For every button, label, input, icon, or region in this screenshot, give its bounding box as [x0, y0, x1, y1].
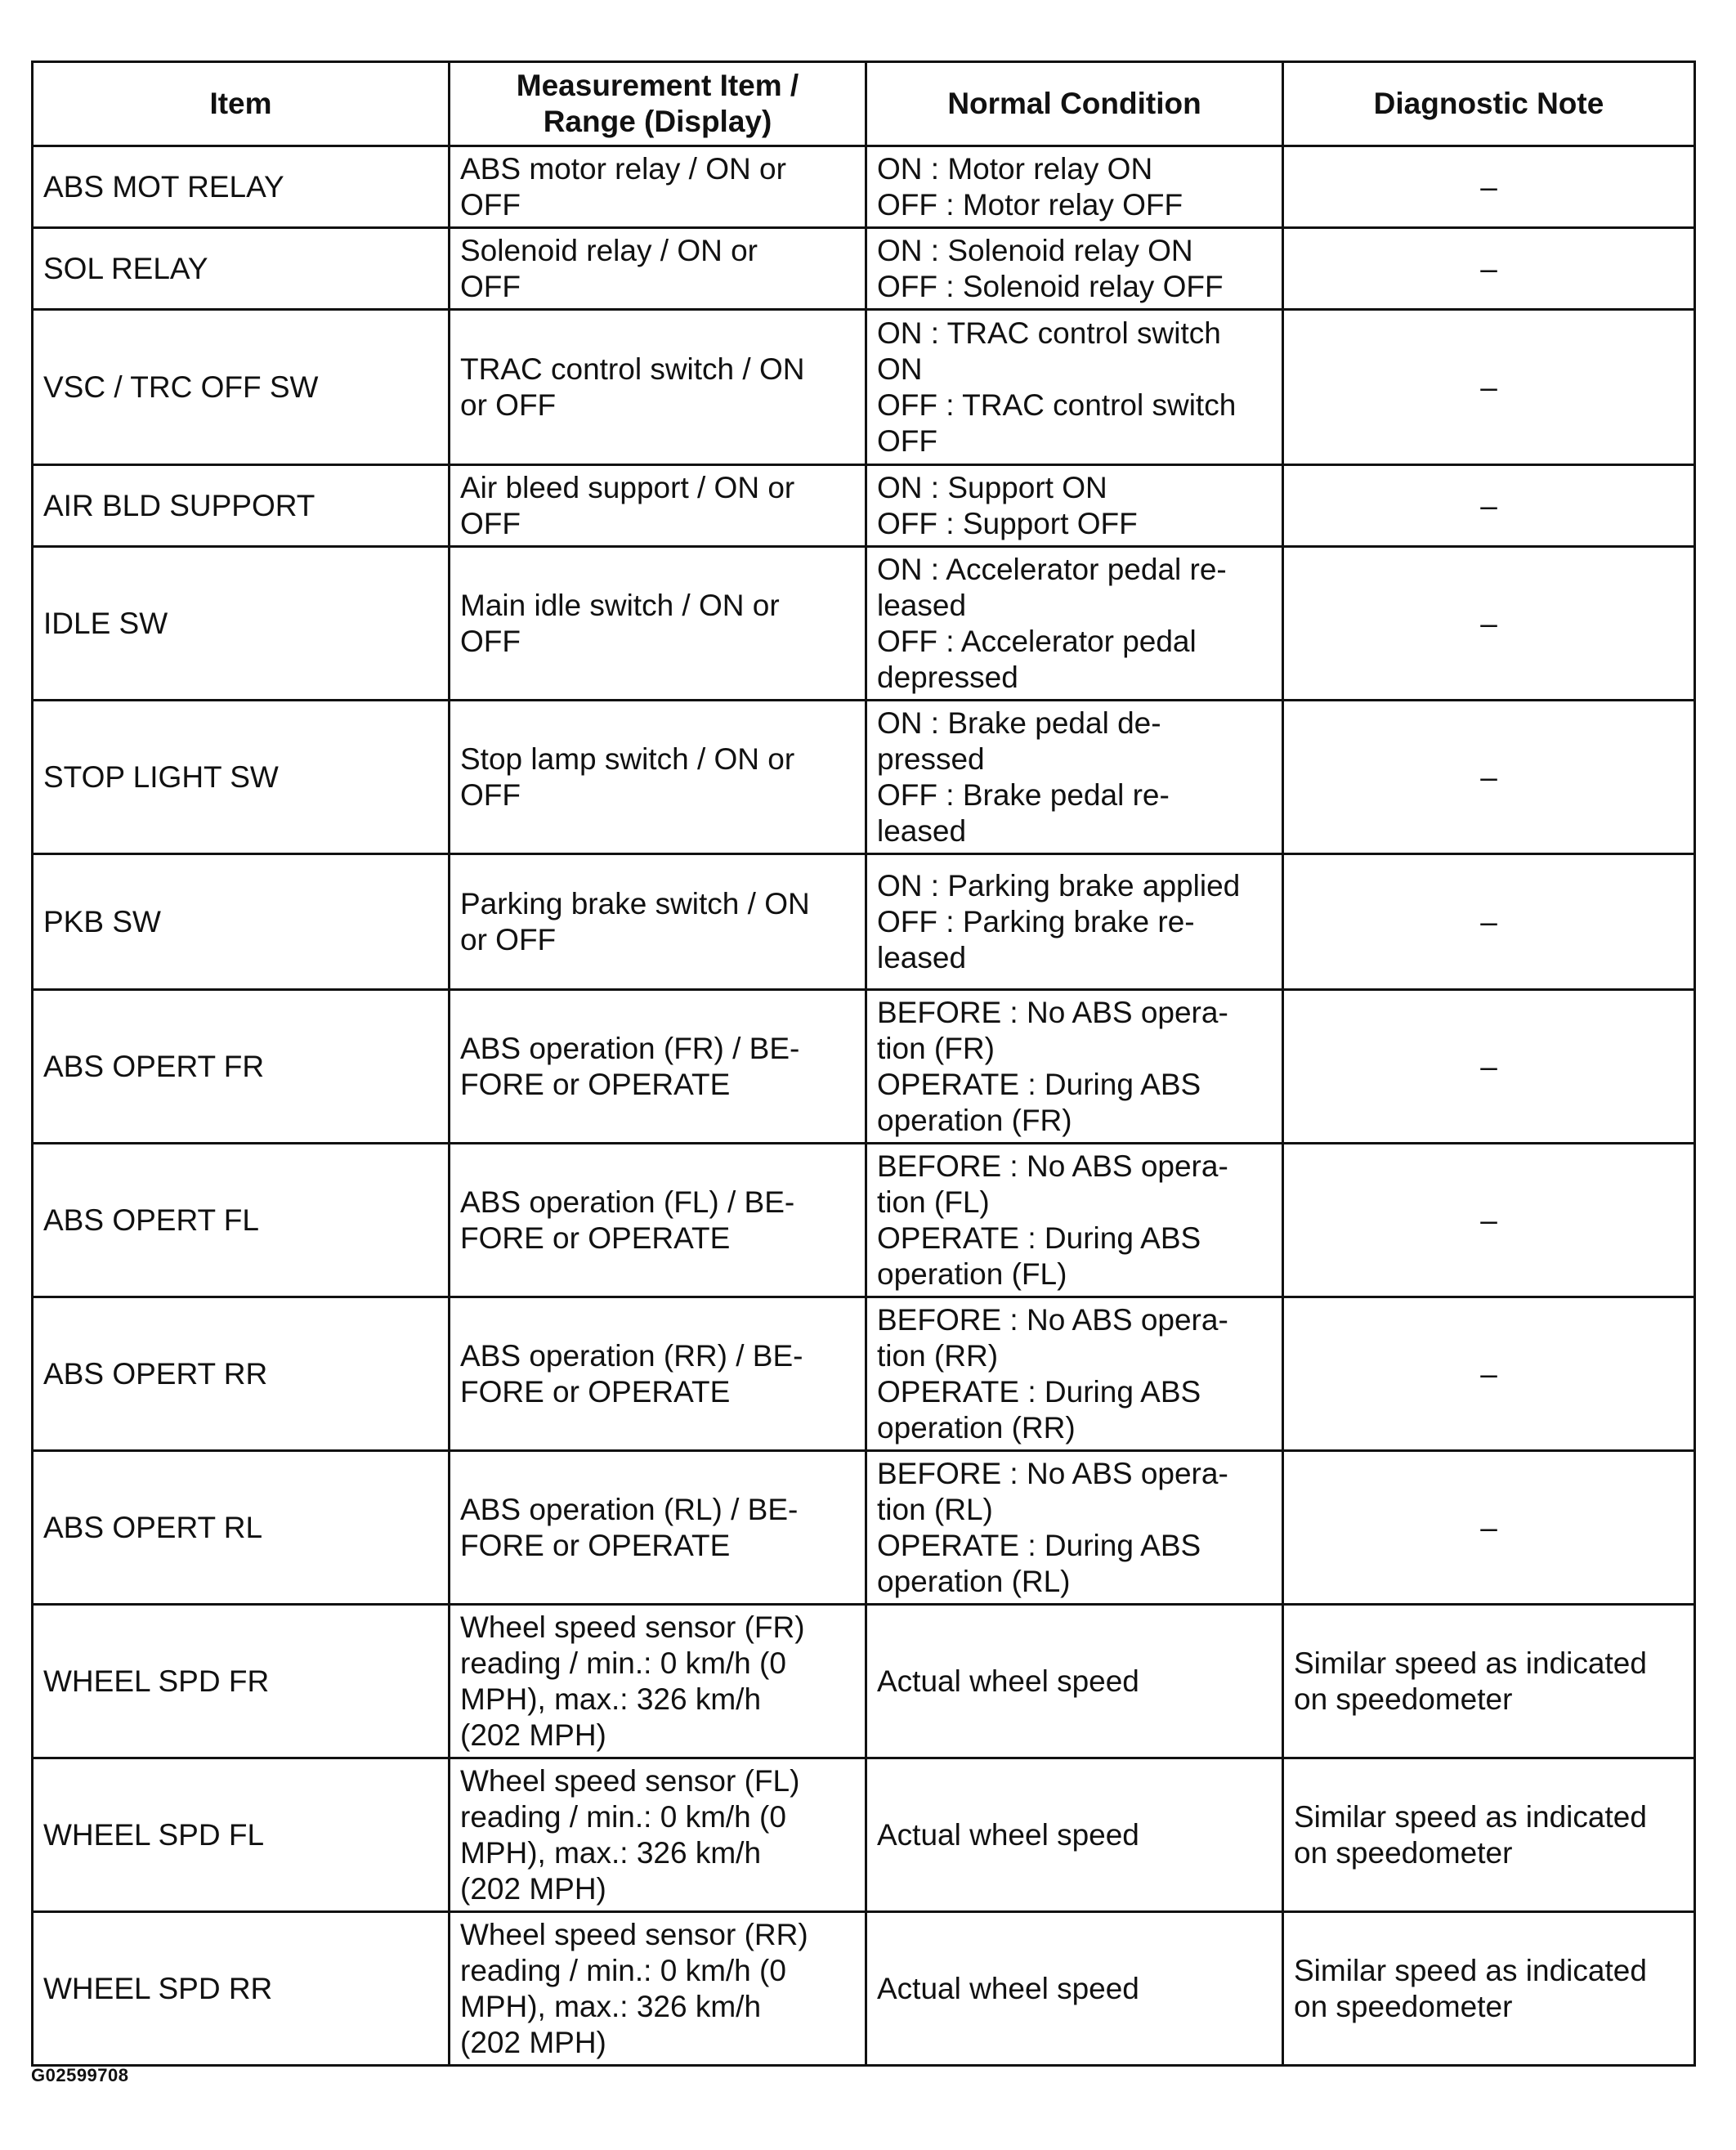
cell-measurement	[450, 547, 866, 701]
cell-normal-condition-line: OFF : TRAC control switch	[877, 387, 1237, 422]
cell-normal-condition-line: tion (FR)	[877, 1031, 995, 1065]
cell-diagnostic-note	[1283, 701, 1695, 854]
header-measurement-line: Range (Display)	[543, 105, 772, 138]
cell-normal-condition	[866, 1605, 1283, 1758]
cell-measurement-line: MPH), max.: 326 km/h	[460, 1835, 762, 1870]
cell-normal-condition	[866, 854, 1283, 990]
cell-normal-condition-line: OFF : Solenoid relay OFF	[877, 269, 1224, 303]
header-measurement	[450, 62, 866, 146]
cell-measurement-line: or OFF	[460, 922, 557, 956]
cell-item: ABS OPERT FR	[33, 990, 450, 1144]
cell-diagnostic-note-line: Similar speed as indicated	[1294, 1799, 1647, 1834]
cell-normal-condition-line: ON : Parking brake applied	[877, 868, 1241, 903]
cell-measurement-line: Wheel speed sensor (FL)	[460, 1763, 800, 1798]
table-row	[33, 1912, 1695, 2066]
cell-normal-condition-line: Actual wheel speed	[877, 1664, 1139, 1698]
cell-normal-condition-line: Actual wheel speed	[877, 1817, 1139, 1852]
cell-item: ABS MOT RELAY	[33, 146, 450, 228]
cell-normal-condition-line: ON : TRAC control switch	[877, 316, 1221, 350]
cell-normal-condition-line: BEFORE : No ABS opera-	[877, 1302, 1228, 1337]
cell-measurement	[450, 1297, 866, 1451]
cell-item: STOP LIGHT SW	[33, 701, 450, 854]
cell-normal-condition	[866, 1451, 1283, 1605]
cell-measurement	[450, 1912, 866, 2066]
cell-measurement-line: reading / min.: 0 km/h (0	[460, 1799, 786, 1834]
cell-item: WHEEL SPD FL	[33, 1758, 450, 1912]
cell-measurement-line: MPH), max.: 326 km/h	[460, 1989, 762, 2023]
cell-normal-condition-line: BEFORE : No ABS opera-	[877, 995, 1228, 1029]
cell-measurement-line: Wheel speed sensor (FR)	[460, 1610, 805, 1644]
cell-normal-condition-line: ON	[877, 352, 923, 386]
header-normal-condition: Normal Condition	[866, 62, 1283, 146]
cell-diagnostic-note	[1283, 310, 1695, 465]
cell-measurement-line: reading / min.: 0 km/h (0	[460, 1953, 786, 1987]
header-measurement-line: Measurement Item /	[516, 69, 799, 102]
header-item: Item	[33, 62, 450, 146]
table-row	[33, 990, 1695, 1144]
cell-measurement-line: OFF	[460, 624, 521, 658]
cell-diagnostic-note	[1283, 146, 1695, 228]
cell-measurement-line: Wheel speed sensor (RR)	[460, 1917, 808, 1951]
cell-normal-condition	[866, 465, 1283, 547]
cell-normal-condition	[866, 146, 1283, 228]
cell-normal-condition	[866, 1144, 1283, 1297]
cell-normal-condition	[866, 310, 1283, 465]
cell-normal-condition-line: BEFORE : No ABS opera-	[877, 1456, 1228, 1490]
table-header-row	[33, 62, 1695, 146]
table-row	[33, 1297, 1695, 1451]
cell-normal-condition-line: ON : Motor relay ON	[877, 151, 1153, 186]
cell-measurement-line: or OFF	[460, 387, 557, 422]
cell-normal-condition-line: operation (FL)	[877, 1256, 1067, 1291]
cell-measurement	[450, 1451, 866, 1605]
table-row	[33, 228, 1695, 310]
cell-normal-condition-line: leased	[877, 940, 967, 974]
cell-normal-condition-line: OPERATE : During ABS	[877, 1374, 1201, 1409]
cell-normal-condition-line: depressed	[877, 660, 1018, 694]
cell-measurement	[450, 990, 866, 1144]
cell-measurement	[450, 310, 866, 465]
cell-diagnostic-note-line: –	[1480, 169, 1497, 204]
cell-item: IDLE SW	[33, 547, 450, 701]
cell-diagnostic-note	[1283, 1912, 1695, 2066]
table-row	[33, 310, 1695, 465]
table-row	[33, 1144, 1695, 1297]
cell-measurement-line: OFF	[460, 269, 521, 303]
cell-measurement	[450, 854, 866, 990]
cell-diagnostic-note-line: Similar speed as indicated	[1294, 1646, 1647, 1680]
cell-item: ABS OPERT RL	[33, 1451, 450, 1605]
cell-measurement-line: OFF	[460, 187, 521, 222]
cell-normal-condition-line: OFF : Accelerator pedal	[877, 624, 1197, 658]
cell-normal-condition-line: tion (FL)	[877, 1185, 990, 1219]
table-row	[33, 854, 1695, 990]
table-row	[33, 146, 1695, 228]
cell-normal-condition-line: OFF : Brake pedal re-	[877, 777, 1170, 812]
cell-normal-condition-line: tion (RL)	[877, 1492, 993, 1526]
cell-diagnostic-note-line: –	[1480, 1510, 1497, 1544]
cell-measurement-line: Stop lamp switch / ON or	[460, 741, 795, 776]
cell-diagnostic-note-line: on speedometer	[1294, 1835, 1513, 1870]
cell-diagnostic-note-line: –	[1480, 488, 1497, 522]
cell-diagnostic-note-line: –	[1480, 370, 1497, 404]
cell-item: ABS OPERT RR	[33, 1297, 450, 1451]
cell-item: PKB SW	[33, 854, 450, 990]
cell-measurement-line: Parking brake switch / ON	[460, 886, 810, 920]
cell-diagnostic-note-line: –	[1480, 251, 1497, 285]
cell-diagnostic-note	[1283, 1297, 1695, 1451]
cell-normal-condition	[866, 228, 1283, 310]
cell-normal-condition-line: operation (RR)	[877, 1410, 1076, 1445]
table-row	[33, 701, 1695, 854]
cell-measurement-line: (202 MPH)	[460, 2025, 606, 2059]
cell-normal-condition	[866, 1758, 1283, 1912]
cell-measurement-line: FORE or OPERATE	[460, 1374, 731, 1409]
cell-normal-condition-line: OPERATE : During ABS	[877, 1221, 1201, 1255]
cell-normal-condition-line: pressed	[877, 741, 985, 776]
cell-measurement-line: OFF	[460, 506, 521, 540]
header-diagnostic-note: Diagnostic Note	[1283, 62, 1695, 146]
cell-normal-condition	[866, 547, 1283, 701]
table-row	[33, 465, 1695, 547]
cell-diagnostic-note-line: Similar speed as indicated	[1294, 1953, 1647, 1987]
cell-diagnostic-note	[1283, 1605, 1695, 1758]
cell-normal-condition-line: ON : Brake pedal de-	[877, 705, 1161, 740]
cell-measurement-line: FORE or OPERATE	[460, 1067, 731, 1101]
cell-normal-condition-line: OFF : Support OFF	[877, 506, 1138, 540]
cell-normal-condition-line: operation (FR)	[877, 1103, 1072, 1137]
cell-diagnostic-note-line: –	[1480, 1049, 1497, 1083]
cell-normal-condition-line: Actual wheel speed	[877, 1971, 1139, 2005]
cell-measurement	[450, 1144, 866, 1297]
cell-measurement	[450, 701, 866, 854]
cell-normal-condition-line: ON : Solenoid relay ON	[877, 233, 1193, 267]
cell-normal-condition-line: OPERATE : During ABS	[877, 1528, 1201, 1562]
cell-measurement-line: MPH), max.: 326 km/h	[460, 1682, 762, 1716]
cell-measurement-line: ABS operation (FR) / BE-	[460, 1031, 800, 1065]
cell-diagnostic-note-line: –	[1480, 606, 1497, 640]
cell-diagnostic-note	[1283, 854, 1695, 990]
cell-normal-condition-line: tion (RR)	[877, 1338, 999, 1373]
cell-diagnostic-note-line: –	[1480, 759, 1497, 794]
figure-id: G02599708	[31, 2065, 129, 2085]
cell-measurement-line: ABS operation (RR) / BE-	[460, 1338, 803, 1373]
cell-measurement-line: Solenoid relay / ON or	[460, 233, 758, 267]
cell-diagnostic-note-line: –	[1480, 1356, 1497, 1391]
cell-measurement-line: Air bleed support / ON or	[460, 470, 795, 504]
cell-measurement-line: TRAC control switch / ON	[460, 352, 805, 386]
cell-normal-condition	[866, 1297, 1283, 1451]
cell-normal-condition-line: BEFORE : No ABS opera-	[877, 1149, 1228, 1183]
cell-measurement-line: ABS operation (FL) / BE-	[460, 1185, 795, 1219]
cell-measurement-line: ABS operation (RL) / BE-	[460, 1492, 799, 1526]
cell-diagnostic-note-line: on speedometer	[1294, 1682, 1513, 1716]
cell-normal-condition-line: OFF	[877, 423, 937, 458]
cell-measurement	[450, 146, 866, 228]
cell-measurement	[450, 465, 866, 547]
cell-normal-condition-line: leased	[877, 813, 967, 848]
cell-diagnostic-note	[1283, 1451, 1695, 1605]
cell-normal-condition-line: OFF : Parking brake re-	[877, 904, 1195, 938]
cell-item: WHEEL SPD FR	[33, 1605, 450, 1758]
cell-diagnostic-note	[1283, 1758, 1695, 1912]
cell-measurement-line: FORE or OPERATE	[460, 1221, 731, 1255]
cell-normal-condition-line: OPERATE : During ABS	[877, 1067, 1201, 1101]
cell-measurement-line: Main idle switch / ON or	[460, 588, 780, 622]
cell-measurement	[450, 1758, 866, 1912]
cell-measurement-line: (202 MPH)	[460, 1718, 606, 1752]
table-row	[33, 1451, 1695, 1605]
cell-normal-condition	[866, 701, 1283, 854]
cell-diagnostic-note	[1283, 990, 1695, 1144]
cell-diagnostic-note	[1283, 1144, 1695, 1297]
cell-item: SOL RELAY	[33, 228, 450, 310]
cell-measurement-line: FORE or OPERATE	[460, 1528, 731, 1562]
cell-measurement-line: (202 MPH)	[460, 1871, 606, 1906]
cell-diagnostic-note-line: –	[1480, 904, 1497, 938]
table-row	[33, 1605, 1695, 1758]
table-row	[33, 1758, 1695, 1912]
cell-measurement	[450, 228, 866, 310]
cell-item: AIR BLD SUPPORT	[33, 465, 450, 547]
cell-diagnostic-note	[1283, 228, 1695, 310]
cell-measurement-line: reading / min.: 0 km/h (0	[460, 1646, 786, 1680]
cell-normal-condition-line: ON : Accelerator pedal re-	[877, 552, 1227, 586]
cell-diagnostic-note-line: on speedometer	[1294, 1989, 1513, 2023]
cell-diagnostic-note-line: –	[1480, 1203, 1497, 1237]
cell-normal-condition-line: OFF : Motor relay OFF	[877, 187, 1183, 222]
table-body	[33, 146, 1695, 2066]
cell-normal-condition-line: leased	[877, 588, 967, 622]
cell-normal-condition-line: ON : Support ON	[877, 470, 1107, 504]
cell-item: ABS OPERT FL	[33, 1144, 450, 1297]
cell-item: WHEEL SPD RR	[33, 1912, 450, 2066]
cell-diagnostic-note	[1283, 465, 1695, 547]
cell-measurement	[450, 1605, 866, 1758]
cell-measurement-line: OFF	[460, 777, 521, 812]
cell-item: VSC / TRC OFF SW	[33, 310, 450, 465]
cell-normal-condition	[866, 990, 1283, 1144]
cell-normal-condition	[866, 1912, 1283, 2066]
cell-measurement-line: ABS motor relay / ON or	[460, 151, 786, 186]
diagnostic-data-table	[31, 60, 1696, 2067]
cell-normal-condition-line: operation (RL)	[877, 1564, 1071, 1598]
table-row	[33, 547, 1695, 701]
cell-diagnostic-note	[1283, 547, 1695, 701]
